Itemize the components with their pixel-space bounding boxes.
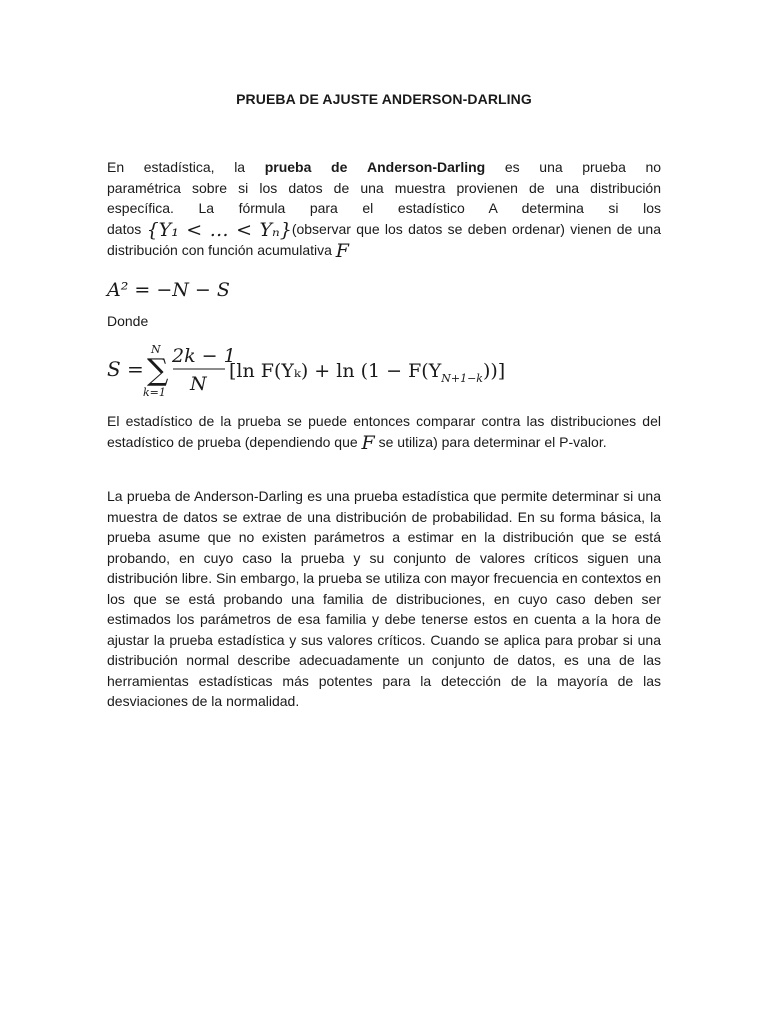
intro-line-3: específica. La fórmula para el estadístico A determina si los — [107, 200, 661, 216]
intro-paragraph — [107, 157, 661, 262]
donde-label: Donde — [107, 313, 149, 329]
bracket-expression: [ln $F(Y_k) + \ln (1 - F(Y_{N+1-k}))$] — [229, 360, 506, 385]
comparison-paragraph: El estadístico de la prueba se puede entonces comparar contra las distribuciones del estadístico de prueba (dependiendo que F se utiliza) para determinar el P-valor. — [107, 413, 661, 454]
fraction-numerator: 2k − 1 — [172, 345, 236, 367]
fraction-denominator: N — [190, 373, 207, 395]
cdf-symbol: F — [335, 240, 349, 262]
intro-line-1: En estadística, la prueba de Anderson-Darling es una prueba no — [107, 159, 662, 175]
intro-line-2: paramétrica sobre si los datos de una muestra provienen de una distribución — [107, 179, 661, 196]
cdf-symbol-2: F — [361, 431, 375, 454]
ordered-data-formula: {Y₁ < … < Yₙ} — [146, 218, 292, 241]
sum-upper: N — [151, 343, 161, 356]
document-title: PRUEBA DE AJUSTE ANDERSON-DARLING — [236, 91, 532, 107]
intro-line-5: distribución con función acumulativa F — [107, 240, 349, 262]
description-paragraph: La prueba de Anderson-Darling es una prueba estadística que permite determinar si una muestra de datos se extrae de una distribución de probabilidad. En su forma básica, la prueba asume que no existen parámetros a estimar en la distribución que se está probando, en cuyo caso la prueba y su conjunto de valores críticos siguen una distribución libre. Sin embargo, la prueba se utiliza con mayor frecuencia en contextos en los que se está probando una familia de distribuciones, en cuyo caso deben ser estimados los parámetros de esa familia y debe tenerse estos en cuenta a la hora de ajustar la prueba estadística y sus valores críticos. Cuando se aplica para probar si una distribución normal describe adecuadamente un conjunto de datos, es una de las herramientas estadísticas más potentes para la detección de la mayoría de las desviaciones de la normalidad. — [107, 488, 661, 709]
equation-s-sum — [107, 340, 661, 402]
sum-sign: ∑ — [147, 353, 169, 388]
eq2-lhs: S = — [107, 357, 144, 381]
sum-lower: k=1 — [143, 386, 166, 399]
intro-line-4: datos {Y₁ < … < Yₙ}(observar que los datos se deben ordenar) vienen de una — [107, 218, 662, 241]
equation-a-squared: A² = −N − S — [107, 279, 230, 301]
